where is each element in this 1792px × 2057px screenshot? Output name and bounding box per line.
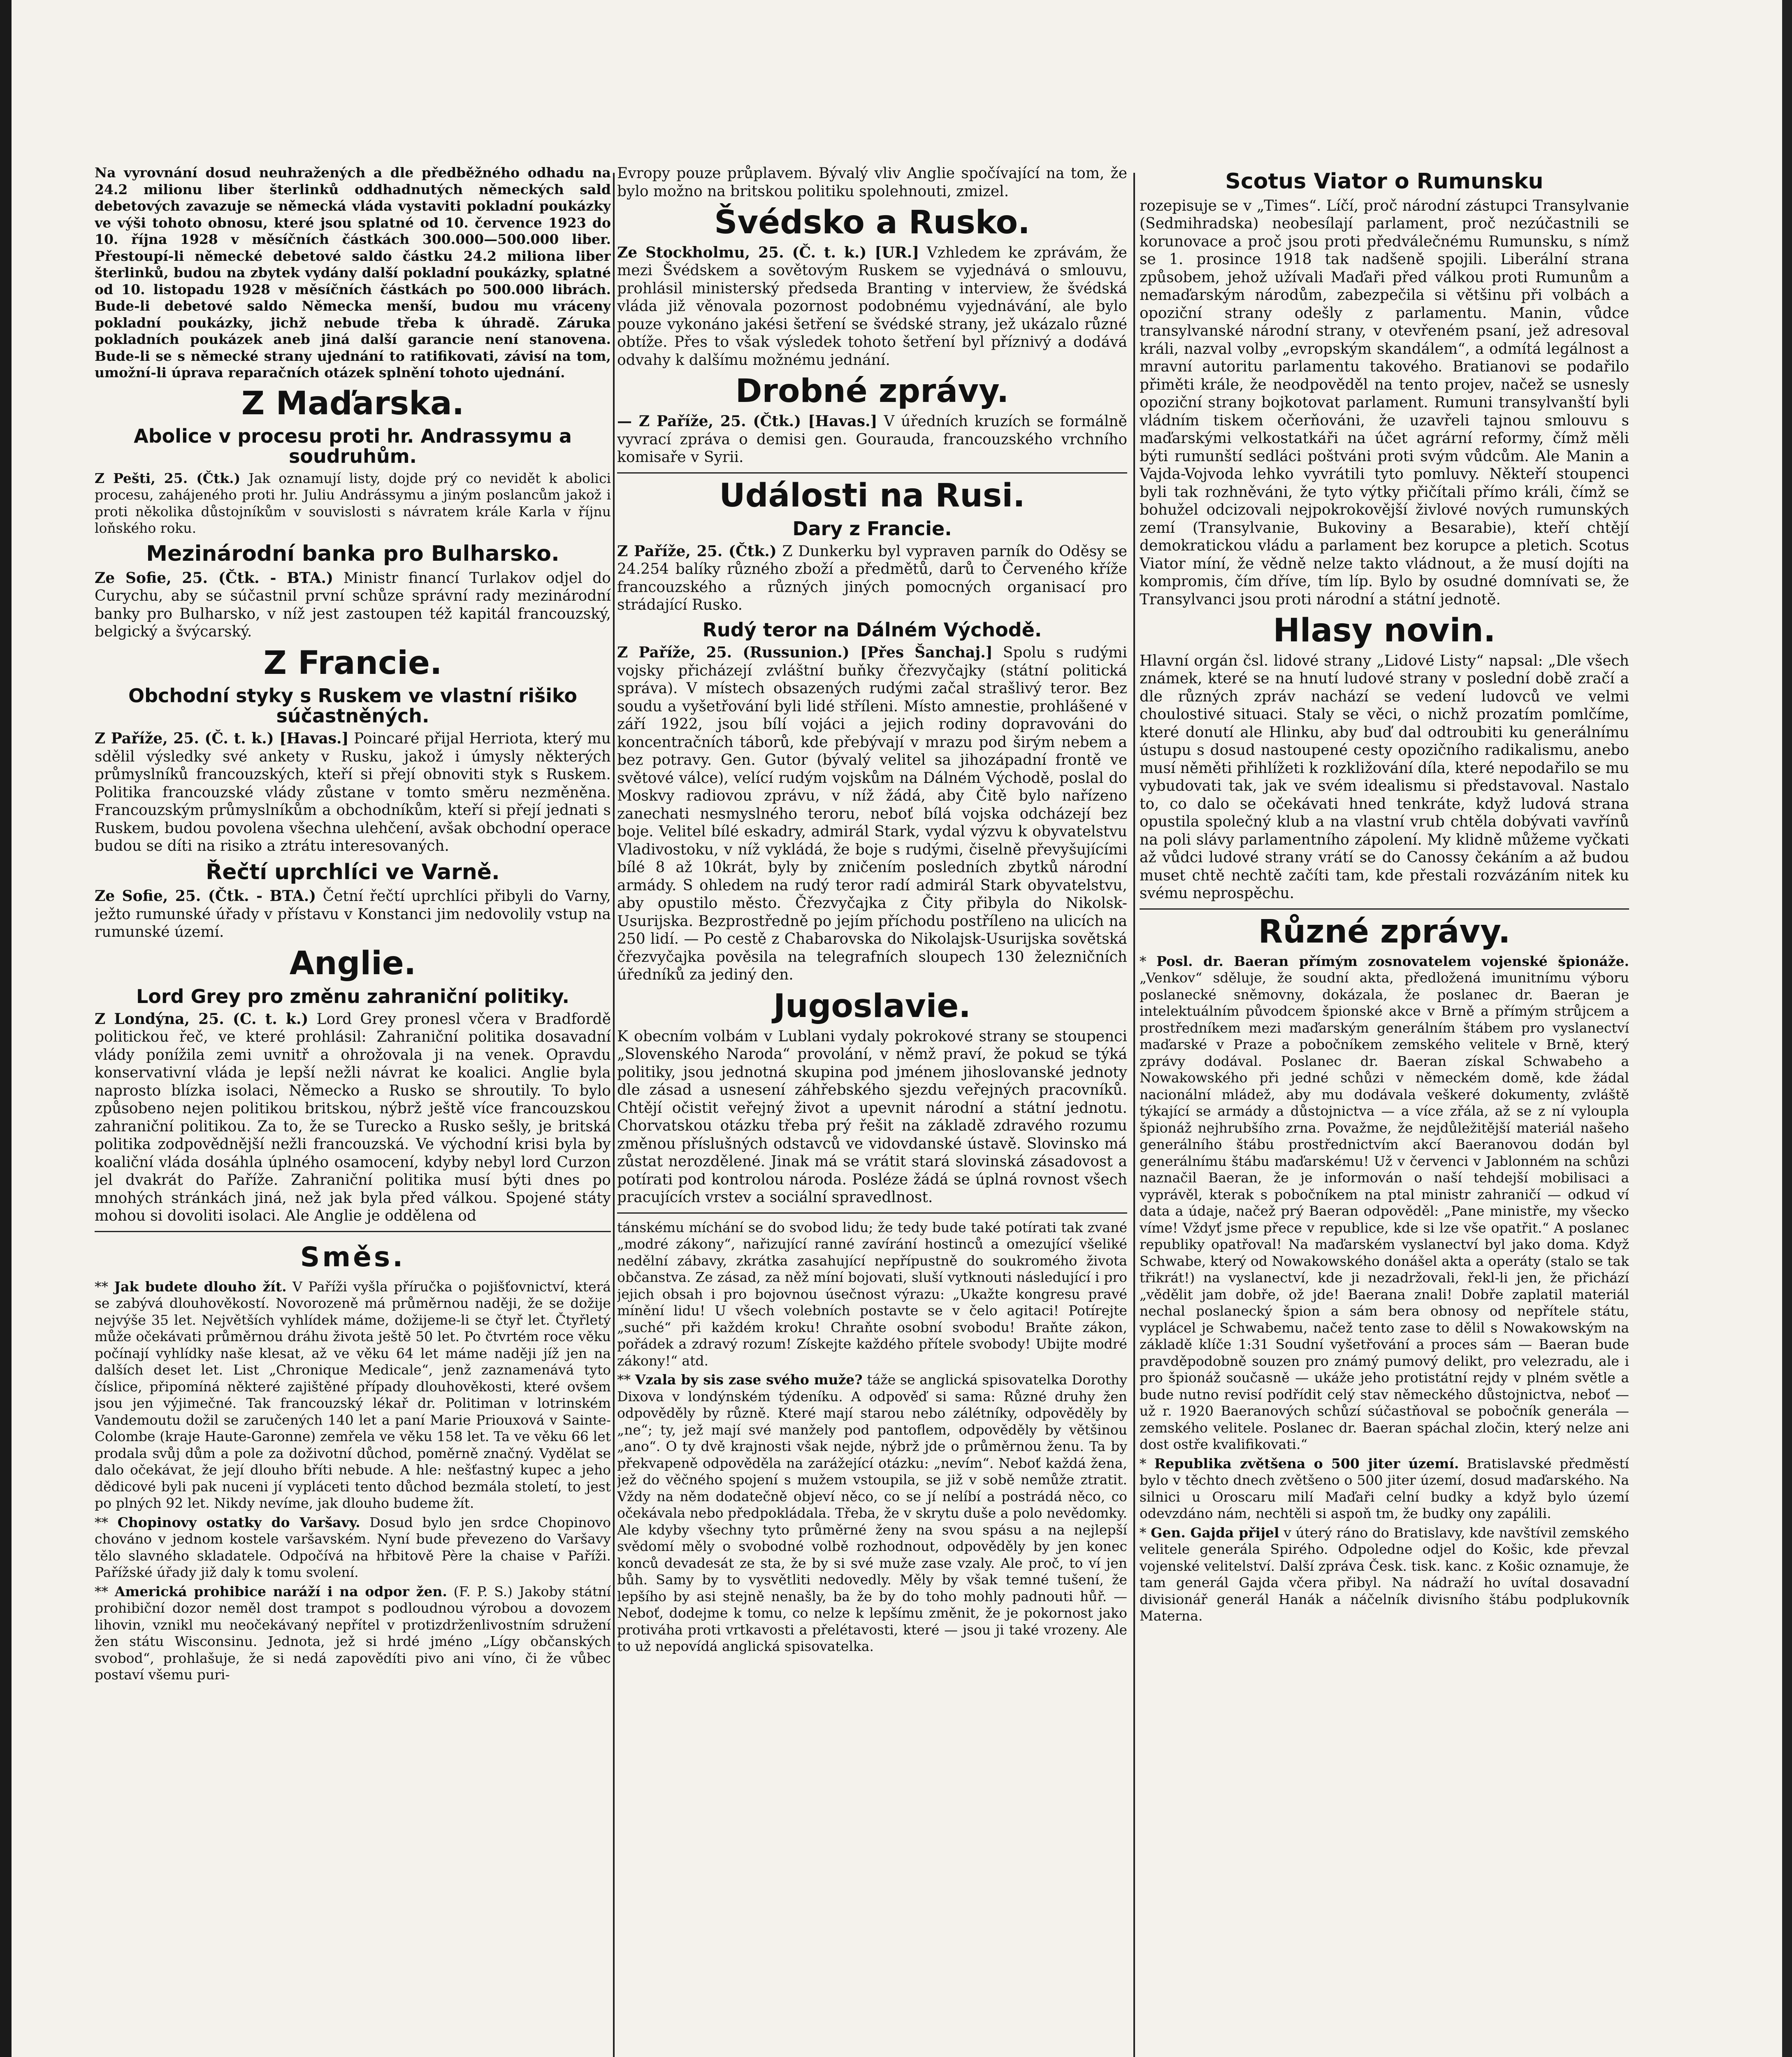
article-prohibice: ** Americká prohibice naráží i na odpor žen. (F. P. S.) Jakoby státní prohibiční dozor neměl dost trampot s podloudnou výrobou a dovozem lihovin, vznikl mu neočekávaný nepřítel v protizdrženlivostním sdružení žen státu Wisconsinu. Jednota, jež si hrdé jméno „Lígy občanských svobod“, prohlašuje, že si nedá zapovědíti pivo ani víno, či že vůbec postaví všemu puri- [95, 1583, 611, 1683]
dateline: Ze Sofie, 25. (Čtk. - BTA.) [95, 569, 333, 587]
heading-smes: Směs. [300, 1241, 406, 1273]
column-2 [617, 165, 1127, 2057]
heading-jugoslavie: Jugoslavie. [773, 987, 971, 1025]
item-text: (F. P. S.) Jakoby státní prohibiční dozor neměl dost trampot s podloudnou výrobou a dovozem lihovin, vznikl mu neočekávaný nepřítel v protizdrženlivostním sdružení žen státu Wisconsinu. Jednota, jež si hrdé jméno „Lígy občanských svobod“, prohlašuje, že si nedá zapovědíti pivo ani víno, či že vůbec postaví všemu puri- [95, 1583, 611, 1683]
item-text: V Paříži vyšla příručka o pojišťovnictví, která se zabývá dlouhověkostí. Novorozeně má průměrnou naději, že se dožije nejvýše 35 let. Největších vyhlídek máme, dožijeme-li se čtyř let. Čtyřletý může očekávati průměrnou dráhu života ještě 50 let. Po čtvrtém roce věku počínají vyhlídky naše klesat, až ve věku 64 let máme naději jíž jen na dalších deset let. List „Chronique Medicale“, jenž zaznamenává tyto číslice, připomíná některé zajištěné případy dlouhověkosti, které ovšem jsou jen výjimečné. Tak francouzský lékař dr. Politiman v lotrinském Vandemoutu dožil se zaručených 140 let a paní Marie Priouxová v Sainte-Colombe (kraje Haute-Garonne) zemřela ve věku 158 let. Ta ve věku 66 let prodala svůj dům a pole za doživotní důchod, poměrně značný. Vydělat se dalo očekávat, že její dlouho bříti nebude. A hle: nešťastný kupec a jeho dědicové byli pak nuceni jí vypláceti tento důchod bezmála století, to jest po plných 92 let. Nikdy nevíme, jak dlouho budeme žít. [95, 1278, 611, 1511]
article-hlasy-novin: Hlavní orgán čsl. lidové strany „Lidové Listy“ napsal: „Dle všech známek, které se na hnutí ludové strany v poslední době zračí a dle různých zpráv nachází se vedení ludovců ve velmi choulostivé situaci. Staly se věci, o nichž prozatím pomlčíme, které donutí ale Hlinku, aby buď dal odtroubiti ku generálnímu ústupu s dosud nastoupené cesty opozičního radikalismu, anebo musí něměti přihlížeti k rozkližování díla, které nepodařilo se mu vybudovati tak, jak ve svém idealismu si představoval. Nastalo to, co dalo se očekávati hned tenkráte, když ludová strana opustila společný klub a na vlastní vrub chtěla dobývati vavřínů na poli slávy parlamentního zápolení. My klidně můžeme vyčkati až vůdci ludové strany vrátí se do Canossy čekáním a až budou muset chtě nechtě začíti tam, kde přestali rozvázáním nitek ku svému neprospěchu. [1140, 652, 1629, 902]
right-page-edge [1782, 0, 1792, 2057]
article-text: Lord Grey pronesl včera v Bradfordě politickou řeč, ve které prohlásil: Zahraniční politika dosavadní vlády ponížila zemi uvnitř a ohrožovala ji na venek. Opravdu konservativní vláda je lepší nežli návrat ke koalici. Anglie byla naprosto blízka isolaci, Německo a Rusko se shroutily. To bylo způsobeno nejen politikou britskou, nýbrž ještě více francouzskou zahraniční politikou. Za to, že se Turecko a Rusko sešly, je britská politika zodpovědnější nežli francouzská. Ve východní krisi byla by koaliční vláda dosáhla úplného osamocení, kdyby nebyl lord Curzon jel dvakrát do Paříže. Zahraniční politika musí býti dnes po mnohých stránkách jiná, než jak byla před válkou. Spojené státy mohou si dovoliti isolaci. Ale Anglie je oddělena od [95, 1010, 611, 1225]
article-jugoslavie: K obecním volbám v Lublani vydaly pokrokové strany se stoupenci „Slovenského Naroda“ provolání, v němž praví, že pokud se týká politiky, jsou jednotná skupina pod jménem jihoslovanské jednoty dle zásad a usnesení záhřebského sjezdu veřejných pracovníků. Chtějí očistit veřejný život a upevnit národní a státní jednotu. Chorvatskou otázku třeba prý řešit na základě zdravého rozumu změnou příslušných odstavců ve vidovdanské ústavě. Slovinsko má zůstat nerozdělené. Jinak má se vrátit stará slovinská zásadovost a potírati pod kontrolou národa. Posléze žádá se úplná rovnost všech pracujících vrstev a sociální spravedlnost. [617, 1028, 1127, 1206]
article-republika-zvetsena: * Republika zvětšena o 500 jiter území. Bratislavské předměstí bylo v těchto dnech zvětšeno o 500 jiter území, dosud maďarského. Na silnici u Oroscaru milí Maďaři celní budky a když bylo území odevzdáno nám, nechtěli si aspoň tm, že budky ony zapálili. [1140, 1455, 1629, 1522]
item-text: v úterý ráno do Bratislavy, kde navštívil zemského velitele generála Spirého. Odpoledne odjel do Košic, kde převzal vojenské velitelství. Další zpráva Česk. tisk. kanc. z Košic oznamuje, že tam generál Gajda včera přibyl. Na nádraží ho uvítal dosavadní divisionář generál Hanák a náčelník divisního štábu podplukovník Materna. [1140, 1524, 1629, 1624]
article-prohibice-continued: tánskému míchání se do svobod lidu; že tedy bude také potírati tak zvané „modré zákony“, nařizující ranné zavírání hostinců a omezující všeliké nedělní zábavy, zkrátka zasahující nepřípustně do soukromého života občanstva. Ze zásad, za něž míní bojovati, sluší vytknouti následující i pro jejich obsah i pro bojovnou úsečnost výrazu: „Ukažte kongresu pravé mínění lidu! U všech volebních postavte se v čelo agitaci! Potírejte „suché“ při každém kroku! Chraňte osobní svobodu! Braňte zákon, pořádek a zdravý rozum! Získejte každého přítele svobody! Ubijte modré zákony!“ atd. [617, 1219, 1127, 1369]
article-text: Z Dunkerku byl vypraven parník do Oděsy se 24.254 balíky různého zboží a předmětů, darů to Červeného kříže francouzského a různých jiných pomocných organisací pro strádající Rusko. [617, 543, 1127, 614]
article-text: Četní řečtí uprchlíci přibyli do Varny, ježto rumunské úřady v přístavu v Konstanci jim nedovolily vstup na rumunské území. [95, 888, 611, 941]
dateline: Z Paříže, 25. (Č. t. k.) [Havas.] [95, 730, 349, 748]
item-title: Jak budete dlouho žít. [114, 1278, 287, 1295]
heading-drobne-zpravy: Drobné zprávy. [735, 373, 1009, 410]
item-title: Gen. Gajda přijel [1151, 1524, 1279, 1541]
subheading-obchodni-styky: Obchodní styky s Ruskem ve vlastní rišiko súčastněných. [128, 685, 577, 727]
article-francie [95, 730, 611, 855]
heading-z-francie: Z Francie. [263, 644, 442, 682]
subheading-lord-grey: Lord Grey pro změnu zahraniční politiky. [136, 985, 570, 1008]
dateline: Z Pešti, 25. (Čtk.) [95, 470, 241, 486]
left-page-edge [0, 0, 12, 2057]
item-text: Dosud bylo jen srdce Chopinovo chováno v jednom kostele varšavském. Nyní bude převezeno do Varšavy tělo slavného skladatele. Odpočívá na hřbitově Père la chaise v Paříži. Pařížské úřady již daly k tomu svolení. [95, 1514, 611, 1581]
dateline: Z Londýna, 25. (C. t. k.) [95, 1010, 309, 1028]
article-text: Ministr financí Turlakov odjel do Curychu, aby se súčastnil první schůze správní rady mezinárodní banky pro Bulharsko, v níž jest zastoupen též kapitál francouzský, belgický a švýcarský. [95, 569, 611, 641]
heading-svedsko-a-rusko: Švédsko a Rusko. [714, 204, 1030, 241]
dateline: — Z Paříže, 25. (Čtk.) [Havas.] [617, 413, 877, 430]
article-text: Spolu s rudými vojsky přicházejí zvláštní buňky čřezvyčajky (státní politická správa). V místech obsazených rudými začal strašlivý teror. Bez soudu a vyšetřování byli lidé stříleni. Místo amnestie, prohlášené v září 1922, jsou bílí vojáci a jejich rodiny dopravováni do koncentračních táborů, kde přebývají v mrazu pod širým nebem a bez potravy. Gen. Gutor (bývalý velitel sa jihozápadní frontě ve světové válce), velící rudým vojskům na Dálném Východě, poslal do Moskvy radiovou zprávu, v níž žádá, aby Čitě bylo nařízeno zanechati nesmyslného teroru, neboť bílá vojska odcházejí bez boje. Velitel bílé eskadry, admirál Stark, vydal výzvu k obyvatelstvu Vladivostoku, v níž vykládá, že boje s rudými, čiselně převyšujícími bílé 8 až 10krát, byly by zničením posledních zbytků národní armády. S ohledem na rudý teror radí admirál Stark obyvatelstvu, aby opustilo město. Čřezvyčajka z Čity přibyla do Nikolsk-Usurijska. Bezprostředně po jejím příchodu postříleno na ulicích na 250 lidí. — Po cestě z Chabarovska do Nikolajsk-Usurijska sovětská čřezvyčajka pověsila na telegrafních sloupech 130 železničních úředníků za jediný den. [617, 644, 1127, 984]
article-vzala-by-sis: ** Vzala by sis zase svého muže? táže se anglická spisovatelka Dorothy Dixova v londýnském týdeníku. A odpověď si sama: Různé druhy žen odpověděly by různě. Které mají starou nebo zálétníky, odpověděly by „ne“; ty, jež mají své manžely pod pantoflem, odpověděly by většinou „ano“. O ty dvě krajnosti však nejde, nýbrž jde o průměrnou ženu. Ta by překvapeně odpověděla na zarážející otázku: „nevím“. Neboť každá žena, jež do věčného spojení s mužem vstoupila, se již v sobě nemůže ztratit. Vždy na něm dodatečně objeví něco, co se jí nelíbí a postrádá něco, co očekávala nebo předpokládala. Třeba, že v skrytu duše a polo nevědomky. Ale kdyby všechny tyto průměrné ženy na svou spásu a na nejlepší svědomí měly o svobodné volbě rozhodnout, odpověděly by jen konec konců devadesát ze sta, že by si své muže zase vzaly. Ale proč, to ví jen bůh. Samy by to vysvětliti nedovedly. Měly by však temné tušení, že lepšího by asi stejně nenašly, ba že by do toho mohly padnouti hůř. — Neboť, dodejme k tomu, co nelze k lepšímu změnit, že je pokornost jako protiváha proti vrtkavosti a přelétavosti, které — jsou ji také vrozeny. Ale to už nepovídá anglická spisovatelka. [617, 1372, 1127, 1655]
section-divider [1140, 908, 1629, 910]
heading-udalosti-na-rusi: Události na Rusi. [719, 477, 1025, 514]
heading-z-madarska: Z Maďarska. [241, 385, 464, 422]
subheading-dary-z-francie: Dary z Francie. [792, 517, 952, 540]
article-drobne [617, 413, 1127, 467]
article-text: V úředních kruzích se formálně vyvrací zpráva o demisi gen. Gourauda, francouzského vrchního komisaře v Syrii. [617, 413, 1127, 466]
heading-recti-uprchlici: Řečtí uprchlíci ve Varně. [206, 859, 500, 885]
heading-ruzne-zpravy: Různé zprávy. [1258, 913, 1511, 950]
article-text: Poincaré přijal Herriota, který mu sdělil výsledky své ankety v Rusku, jakož i úmysly některých průmyslníků francouzských, kteří si přejí obnoviti styk s Ruskem. Politika francouzské vlády zůstane v tomto směru nezměněna. Francouzským průmyslníkům a obchodníkům, kteří si přejí jednati s Ruskem, budou povolena všechna ulehčení, avšak obchodní operace budou se díti na risiko a ztrátu interesovaných. [95, 730, 611, 855]
article-gen-gajda: * Gen. Gajda přijel v úterý ráno do Bratislavy, kde navštívil zemského velitele generála Spirého. Odpoledne odjel do Košic, kde převzal vojenské velitelství. Další zpráva Česk. tisk. kanc. z Košic oznamuje, že tam generál Gajda včera přibyl. Na nádraží ho uvítal dosavadní divisionář generál Hanák a náčelník divisního štábu podplukovník Materna. [1140, 1524, 1629, 1624]
dateline: Z Paříže, 25. (Čtk.) [617, 542, 777, 560]
item-title: Posl. dr. Baeran přímým zosnovatelem vojenské špionáže. [1156, 953, 1629, 969]
item-text: „Venkov“ sděluje, že soudní akta, předložená imunitnímu výboru poslanecké sněmovny, dokázala, že poslanec dr. Baeran je intelektuálním původcem špionské akce v Brně a přímým strůjcem a prostředníkem mezi maďarským generálním štábem pro vyslanectví maďarské v Praze a pobočníkem zemského velitele v Brně, který zprávy dodával. Poslanec dr. Baeran získal Schwabeho a Nowakowského při jedné schůzi v německém domě, kde žádal nacionální mládež, aby mu dodávala veškeré dokumenty, zvláště týkající se armády a důstojnictva — a více zřála, až se z ní vyloupla špionáž nejhrubšího zrna. Považme, že nejdůležitější materiál našeho generálního štábu prostřednictvím akcí Baeranovou dodán byl generálnímu štábu maďarskému! Už v červenci v Jablonném na schůzi naznačil Baeran, že je informován o naší tehdejší mobilisaci a vyprávěl, kterak s pobočníkem na ptal ministr zahraničí — odkud ví data a údaje, načež prý Baeran odpověděl: „Pane ministře, my všecko víme! Vždyť jsme přece v republice, kde si lze vše opatřit.“ A poslanec republiky opatřoval! Na maďarském vyslanectví byl jako doma. Když Schwabe, který od Nowakowského donášel akta a operáty (stalo se tak třikrát!) na vyslanectví, kde ji nezadržovali, řekl-li jen, že přichází „vědělit jam dobře, ož jde! Baerana znali! Dobře zaplatil materiál nechal poslanecký špion a sám bera obnosy od nepřítele státu, vyplácel je Schwabemu, načež tento zase to dělil s Nowakowským na základě klíče 1:31 Soudní vyšetřování a proces sám — Baeran bude pravděpodobně souzen pro známý pumový delikt, pro velezradu, ale i pro špionáž současně — ukáže jeho protistátní rejdy v plném světle a bude nutno revisí podřídit celý stav německého důstojnictva, neboť — už r. 1920 Baeranových schůzí súčastňoval se pobočník generála — zemského velitele. Poslanec dr. Baeran spáchal zločin, který nelze ani dost ostře kvalifikovati.“ [1140, 970, 1629, 1453]
item-text: Bratislavské předměstí bylo v těchto dnech zvětšeno o 500 jiter území, dosud maďarského. Na silnici u Oroscaru milí Maďaři celní budky a když bylo území odevzdáno nám, nechtěli si aspoň tm, že budky ony zapálili. [1140, 1455, 1629, 1522]
section-divider [95, 1231, 611, 1232]
heading-hlasy-novin: Hlasy novin. [1273, 612, 1496, 650]
article-rudy-teror [617, 644, 1127, 984]
article-chopin: ** Chopinovy ostatky do Varšavy. Dosud bylo jen srdce Chopinovo chováno v jednom kostele varšavském. Nyní bude převezeno do Varšavy tělo slavného skladatele. Odpočívá na hřbitově Père la chaise v Paříži. Pařížské úřady již daly k tomu svolení. [95, 1514, 611, 1581]
item-title: Americká prohibice naráží i na odpor žen. [114, 1583, 447, 1600]
article-banka [95, 569, 611, 641]
article-intro: Na vyrovnání dosud neuhražených a dle předběžného odhadu na 24.2 milionu liber šterlinků oddhadnutých německých sald debetových zavazuje se německá vláda vystaviti pokladní poukázky ve výši tohoto obnosu, které jsou splatné od 10. července 1923 do 10. října 1928 v měsíčních částkách 300.000—500.000 liber. Přestoupí-li německé debetové saldo částku 24.2 miliona liber šterlinků, budou na zbytek vydány další pokladní poukázky, splatné od 10. listopadu 1928 v měsíčních částkách po 500.000 librách. Bude-li debetové saldo Německa menší, budou mu vráceny pokladní poukázky, jichž nebude třeba k úhradě. Záruka pokladních poukázek aneb jiná další garancie není stanovena. Bude-li se s německé strany ujednání to ratifikovati, závisí na tom, umožní-li úprava reparačních otázek splnění tohoto ujednání. [95, 165, 611, 381]
article-dlouho-zit: ** Jak budete dlouho žít. V Paříži vyšla příručka o pojišťovnictví, která se zabývá dlouhověkostí. Novorozeně má průměrnou naději, že se dožije nejvýše 35 let. Největších vyhlídek máme, dožijeme-li se čtyř let. Čtyřletý může očekávati průměrnou dráhu života ještě 50 let. Po čtvrtém roce věku počínají vyhlídky naše klesat, až ve věku 64 let máme naději jíž jen na dalších deset let. List „Chronique Medicale“, jenž zaznamenává tyto číslice, připomíná některé zajištěné případy dlouhověkosti, které ovšem jsou jen výjimečné. Tak francouzský lékař dr. Politiman v lotrinském Vandemoutu dožil se zaručených 140 let a paní Marie Priouxová v Sainte-Colombe (kraje Haute-Garonne) zemřela ve věku 158 let. Ta ve věku 66 let prodala svůj dům a pole za doživotní důchod, poměrně značný. Vydělat se dalo očekávat, že její dlouho bříti nebude. A hle: nešťastný kupec a jeho dědicové byli pak nuceni jí vypláceti tento důchod bezmála století, to jest po plných 92 let. Nikdy nevíme, jak dlouho budeme žít. [95, 1278, 611, 1511]
subheading-rudy-teror: Rudý teror na Dálném Východě. [702, 618, 1042, 641]
article-varna [95, 887, 611, 941]
section-divider [617, 1212, 1127, 1214]
dateline: Ze Stockholmu, 25. (Č. t. k.) [UR.] [617, 244, 919, 261]
section-divider [617, 472, 1127, 474]
heading-mezinarodni-banka: Mezinárodní banka pro Bulharsko. [146, 541, 559, 566]
article-scotus-viator: rozepisuje se v „Times“. Líčí, proč národní zástupci Transylvanie (Sedmihradska) neobesílají parlament, proč nezúčastnili se korunovace a proč jsou proti předválečnému Rumunsku, s nímž se 1. prosince 1918 tak nadšeně spojili. Liberální strana způsobem, jehož užívali Maďaři před válkou proti Rumunům a nemaďarským národům, zabezpečila si většinu při volbách a opoziční strany odešly z parlamentu. Manin, vůdce transylvanské národní strany, v otevřeném psaní, jež adresoval králi, nazval volby „evropským skandálem“, a odmítá legálnost a mravní autoritu parlamentu takového. Bratianovi se podařilo přiměti krále, že neodpověděl na tento projev, načež se usnesly opoziční strany bojkotovat parlament. Rumuni transylvanští byli vládním tiskem očerňováni, že uzavřeli tajnou smlouvu s maďarskými velkostatkáři na účet agrární reformy, čímž měli býti rumunští sedláci poštváni proti svým vůdcům. Ale Manin a Vajda-Vojvoda lehko vyvrátili tyto pomluvy. Někteří stoupenci byli tak rozhněváni, že tyto výtky přičítali přímo králi, čímž se bohužel odcizovali nejpokrokovější živlové nových rumunských zemí (Transylvanie, Bukoviny a Besarabie), kteří chtějí demokratickou vládu a parlament bez korupce a pletich. Scotus Viator míní, že vědně nelze takto vládnout, a že musí dojíti na kompromis, čím dříve, tím líp. Bylo by osudné domnívati se, že Transylvanci jsou proti národní a státní jednotě. [1140, 197, 1629, 608]
article-text: Jak oznamují listy, dojde prý co nevidět k abolici procesu, zahájeného proti hr. Juliu Andrássymu a jiným poslancům jakož i proti několika důstojníkům v souvislosti s návratem krále Karla v říjnu loňského roku. [95, 470, 611, 536]
heading-scotus-viator: Scotus Viator o Rumunsku [1225, 169, 1544, 194]
subheading-abolice: Abolice v procesu proti hr. Andrassymu a soudruhům. [134, 425, 572, 467]
article-anglie-continued: Evropy pouze průplavem. Bývalý vliv Anglie spočívající na tom, že bylo možno na britskou politiku spolehnouti, zmizel. [617, 165, 1127, 200]
item-text: táže se anglická spisovatelka Dorothy Dixova v londýnském týdeníku. A odpověď si sama: Různé druhy žen odpověděly by různě. Které mají starou nebo zálétníky, odpověděly by „ne“; ty, jež mají své manžely pod pantoflem, odpověděly by většinou „ano“. O ty dvě krajnosti však nejde, nýbrž jde o průměrnou ženu. Ta by překvapeně odpověděla na zarážející otázku: „nevím“. Neboť každá žena, jež do věčného spojení s mužem vstoupila, se již v sobě nemůže ztratit. Vždy na něm dodatečně objeví něco, co se jí nelíbí a postrádá něco, co očekávala nebo předpokládala. Třeba, že v skrytu duše a polo nevědomky. Ale kdyby všechny tyto průměrné ženy na svou spásu a na nejlepší svědomí měly o svobodné volbě rozhodnout, odpověděly by jen konec konců devadesát ze sta, že by si své muže zase vzaly. Ale proč, to ví jen bůh. Samy by to vysvětliti nedovedly. Měly by však temné tušení, že lepšího by asi stejně nenašly, ba že by do toho mohly padnouti hůř. — Neboť, dodejme k tomu, co nelze k lepšímu změnit, že je pokornost jako protiváha proti vrtkavosti a přelétavosti, které — jsou ji také vrozeny. Ale to už nepovídá anglická spisovatelka. [617, 1372, 1127, 1655]
article-dary [617, 543, 1127, 614]
column-rule-1 [613, 173, 615, 2057]
column-rule-2 [1133, 173, 1135, 2057]
column-1 [95, 165, 611, 2057]
column-3 [1140, 165, 1629, 2057]
article-baeran: * Posl. dr. Baeran přímým zosnovatelem vojenské špionáže. „Venkov“ sděluje, že soudní akta, předložená imunitnímu výboru poslanecké sněmovny, dokázala, že poslanec dr. Baeran je intelektuálním původcem špionské akce v Brně a přímým strůjcem a prostředníkem mezi maďarským generálním štábem pro vyslanectví maďarské v Praze a pobočníkem zemského velitele v Brně, který zprávy dodával. Poslanec dr. Baeran získal Schwabeho a Nowakowského při jedné schůzi v německém domě, kde žádal nacionální mládež, aby mu dodávala veškeré dokumenty, zvláště týkající se armády a důstojnictva — a více zřála, až se z ní vyloupla špionáž nejhrubšího zrna. Považme, že nejdůležitější materiál našeho generálního štábu prostřednictvím akcí Baeranovou dodán byl generálnímu štábu maďarskému! Už v červenci v Jablonném na schůzi naznačil Baeran, že je informován o naší tehdejší mobilisaci a vyprávěl, kterak s pobočníkem na ptal ministr zahraničí — odkud ví data a údaje, načež prý Baeran odpověděl: „Pane ministře, my všecko víme! Vždyť jsme přece v republice, kde si lze vše opatřit.“ A poslanec republiky opatřoval! Na maďarském vyslanectví byl jako doma. Když Schwabe, který od Nowakowského donášel akta a operáty (stalo se tak třikrát!) na vyslanectví, kde ji nezadržovali, řekl-li jen, že přichází „vědělit jam dobře, ož jde! Baerana znali! Dobře zaplatil materiál nechal poslanecký špion a sám bera obnosy od nepřítele státu, vyplácel je Schwabemu, načež tento zase to dělil s Nowakowským na základě klíče 1:31 Soudní vyšetřování a proces sám — Baeran bude pravděpodobně souzen pro známý pumový delikt, pro velezradu, ale i pro špionáž současně — ukáže jeho protistátní rejdy v plném světle a bude nutno revisí podřídit celý stav německého důstojnictva, neboť — už r. 1920 Baeranových schůzí súčastňoval se pobočník generála — zemského velitele. Poslanec dr. Baeran spáchal zločin, který nelze ani dost ostře kvalifikovati.“ [1140, 953, 1629, 1453]
heading-anglie: Anglie. [289, 945, 416, 982]
dateline: Z Paříže, 25. (Russunion.) [Přes Šanchaj.] [617, 644, 993, 662]
article-anglie [95, 1010, 611, 1225]
item-title: Republika zvětšena o 500 jiter území. [1154, 1455, 1459, 1472]
article-svedsko [617, 244, 1127, 369]
article-abolice [95, 470, 611, 537]
dateline: Ze Sofie, 25. (Čtk. - BTA.) [95, 887, 316, 905]
item-title: Chopinovy ostatky do Varšavy. [117, 1514, 360, 1530]
article-text: Vzhledem ke zprávám, že mezi Švédskem a sovětovým Ruskem se vyjednává o smlouvu, prohlásil ministerský předseda Branting v interview, že švédská vláda již věnovala pozornost podobnému vyjednávání, ale bylo pouze vykonáno jakési šetření se švédské strany, jež ukázalo různé obtíže. Přes to však výsledek tohoto šetření byl příznivý a dodává odvahy k dalšímu možnému jednání. [617, 244, 1127, 369]
item-title: Vzala by sis zase svého muže? [635, 1372, 863, 1388]
